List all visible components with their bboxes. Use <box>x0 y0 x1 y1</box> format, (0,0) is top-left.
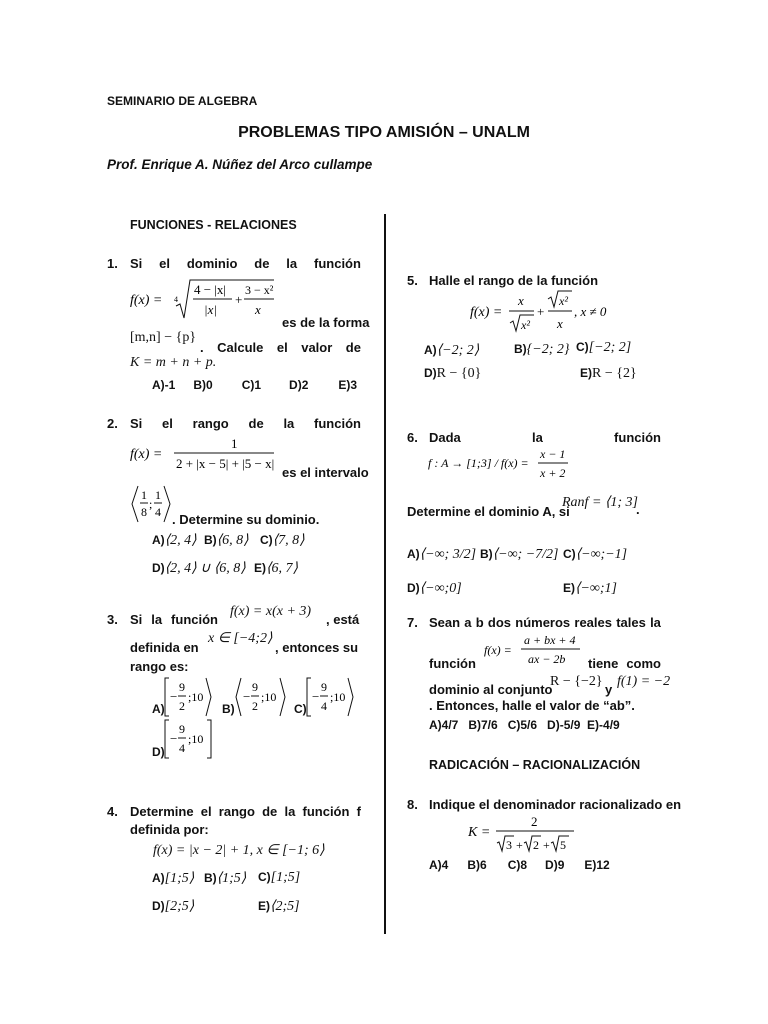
word: la <box>532 430 543 445</box>
problem-6-determine: Determine el dominio A, si <box>407 504 570 519</box>
svg-text:+: + <box>543 838 550 852</box>
svg-text:4: 4 <box>174 295 178 304</box>
problem-6-line1 <box>429 430 661 445</box>
svg-text:x + 2: x + 2 <box>540 466 566 480</box>
problem-7-options: A)4/7 B)7/6 C)5/6 D)-5/9 E)-4/9 <box>429 718 620 732</box>
word: a <box>464 615 472 630</box>
problem-3-option-c-value <box>304 676 360 718</box>
problem-3-option-a-value <box>162 676 214 718</box>
word: Si <box>130 612 143 627</box>
problem-3-option-d-value <box>162 718 216 760</box>
word: Sean <box>429 615 461 630</box>
word: Dada <box>429 430 461 445</box>
svg-text:8: 8 <box>141 505 147 519</box>
svg-text:3 − x²: 3 − x² <box>245 283 274 297</box>
svg-text:f(x) =: f(x) = <box>470 305 503 320</box>
problem-3-option-c: C) <box>294 702 307 716</box>
problem-5-text: Halle el rango de la función <box>429 273 599 288</box>
word: valor <box>301 340 333 355</box>
svg-text:9: 9 <box>179 680 185 694</box>
word: función <box>314 416 361 431</box>
svg-text:+: + <box>537 304 545 319</box>
word: Calcule <box>217 340 264 355</box>
svg-text:f(x) =: f(x) = <box>484 643 512 657</box>
problem-1-calc <box>200 340 361 355</box>
svg-text:−: − <box>312 689 320 704</box>
word: función <box>614 430 661 445</box>
problem-7-formula <box>484 632 584 668</box>
option-c: C)8 <box>507 858 528 872</box>
problem-6-period: . <box>636 502 640 517</box>
problem-5-formula <box>468 290 618 336</box>
problem-7-funcion: función <box>429 656 476 671</box>
svg-text:9: 9 <box>179 722 185 736</box>
word: rango <box>218 804 255 819</box>
svg-text:2 + |x − 5| + |5 − x|: 2 + |x − 5| + |5 − x| <box>176 456 275 471</box>
option-a: A)4 <box>429 858 449 872</box>
word: función <box>171 612 218 627</box>
problem-4-line1 <box>130 804 361 819</box>
word: la <box>650 615 661 630</box>
problem-3-rango: rango es: <box>130 659 189 674</box>
problem-3-entonces: , entonces su <box>275 640 359 655</box>
problem-5-option-c: C)[−2; 2] <box>576 340 632 355</box>
problem-1-formula <box>128 276 278 324</box>
problem-6-number: 6. <box>407 430 418 445</box>
word: números <box>515 615 571 630</box>
problem-5-option-e: E)R − {2} <box>580 366 637 381</box>
word: Si <box>130 416 143 431</box>
svg-text:−: − <box>243 689 251 704</box>
problem-6-formula <box>428 446 578 484</box>
column-divider <box>384 214 386 934</box>
problem-8-text: Indique el denominador racionalizado en <box>429 797 682 812</box>
svg-text:x: x <box>518 293 524 308</box>
word: b <box>475 615 484 630</box>
svg-text:;: ; <box>149 497 153 511</box>
problem-3-esta: , está <box>326 612 360 627</box>
problem-3-definida: definida en <box>130 640 199 655</box>
word: la <box>284 804 296 819</box>
svg-text:K =: K = <box>468 825 491 840</box>
problem-4-option-a: A)[1;5⟩ <box>152 871 195 886</box>
svg-text:x − 1: x − 1 <box>540 447 566 461</box>
problem-2-determine: . Determine su dominio. <box>172 512 320 527</box>
svg-text:2: 2 <box>531 814 538 829</box>
word: Determine <box>130 804 194 819</box>
word: de <box>262 804 278 819</box>
option-b: B)0 <box>193 378 213 392</box>
problem-4-option-e: E)⟨2;5] <box>258 899 300 914</box>
word: f <box>356 804 361 819</box>
problem-5-option-d: D)R − {0} <box>424 366 482 381</box>
problem-2-option-b: B)⟨6, 8⟩ <box>204 533 249 548</box>
svg-text:−: − <box>170 689 178 704</box>
word: de <box>248 416 264 431</box>
problem-6-option-d: D)⟨−∞;0] <box>407 581 462 596</box>
word: dos <box>487 615 512 630</box>
problem-7-y: y <box>605 682 613 697</box>
svg-text:x²: x² <box>521 318 530 332</box>
problem-1-number: 1. <box>107 256 118 271</box>
problem-2-line1 <box>130 416 361 431</box>
problem-8-options <box>429 858 610 872</box>
svg-text:|x|: |x| <box>204 302 217 317</box>
problem-7-tiene <box>588 656 661 671</box>
problem-2-option-a: A)⟨2, 4⟩ <box>152 533 197 548</box>
problem-2-formula <box>128 434 278 474</box>
problem-4-formula: f(x) = |x − 2| + 1, x ∈ [−1; 6⟩ <box>153 843 325 858</box>
word: función <box>302 804 350 819</box>
svg-text:f : A → [1;3] / f(x) =: f : A → [1;3] / f(x) = <box>428 456 529 470</box>
problem-4-option-b: B)⟨1;5⟩ <box>204 871 247 886</box>
svg-text:9: 9 <box>321 680 327 694</box>
svg-text:x: x <box>255 302 261 317</box>
svg-text:;10: ;10 <box>188 732 204 746</box>
problem-1-k: K = m + n + p. <box>130 355 217 370</box>
problem-7-number: 7. <box>407 615 418 630</box>
problem-5-number: 5. <box>407 273 418 288</box>
word: como <box>626 656 661 671</box>
problem-6-option-c: C)⟨−∞;−1] <box>563 547 628 562</box>
problem-3-option-d: D) <box>152 745 165 759</box>
problem-7-set: R − {−2} <box>550 674 603 689</box>
option-e: E)3 <box>338 378 358 392</box>
problem-6-option-a: A)⟨−∞; 3/2] <box>407 547 477 562</box>
svg-text:x: x <box>557 316 563 331</box>
seminar-label: SEMINARIO DE ALGEBRA <box>107 94 258 108</box>
problem-1-line1 <box>130 256 361 271</box>
problem-1-form: es de la forma <box>282 315 370 330</box>
problem-7-dominio: dominio al conjunto <box>429 682 553 697</box>
svg-text:+: + <box>235 292 243 307</box>
svg-text:9: 9 <box>252 680 258 694</box>
svg-text:2: 2 <box>252 699 258 713</box>
problem-6-option-b: B)⟨−∞; −7/2] <box>480 547 559 562</box>
problem-6-ranf: Ranf = ⟨1; 3] <box>562 495 638 510</box>
problem-2-number: 2. <box>107 416 118 431</box>
svg-text:+: + <box>516 838 523 852</box>
word: de <box>254 256 270 271</box>
problem-1-options <box>152 378 357 392</box>
svg-text:1: 1 <box>231 436 238 451</box>
problem-3-option-a: A) <box>152 702 165 716</box>
word: tales <box>616 615 646 630</box>
word: el <box>159 256 170 271</box>
problem-2-option-e: E)⟨6, 7⟩ <box>254 561 298 576</box>
problem-4-option-d: D)[2;5⟩ <box>152 899 195 914</box>
problem-3-option-b-value <box>234 676 290 718</box>
problem-5-option-a: A)⟨−2; 2⟩ <box>424 343 480 358</box>
problem-2-interval-text: es el intervalo <box>282 465 369 480</box>
svg-text:;10: ;10 <box>188 690 204 704</box>
word: dominio <box>186 256 238 271</box>
word: tiene <box>588 656 619 671</box>
author-line: Prof. Enrique A. Núñez del Arco cullampe <box>107 157 373 172</box>
option-c: C)1 <box>241 378 262 392</box>
problem-5-option-b: B){−2; 2} <box>514 342 570 357</box>
problem-7-entonces: . Entonces, halle el valor de “ab”. <box>429 698 635 713</box>
problem-1-interval: [m,n] − {p} <box>130 330 197 345</box>
problem-3-number: 3. <box>107 612 118 627</box>
option-d: D)9 <box>545 858 565 872</box>
svg-text:4: 4 <box>155 505 161 519</box>
svg-text:4: 4 <box>179 741 185 755</box>
svg-text:−: − <box>170 731 178 746</box>
problem-3-domain: x ∈ [−4;2⟩ <box>208 631 273 646</box>
svg-text:x²: x² <box>559 294 568 308</box>
word: de <box>345 340 361 355</box>
svg-text:1: 1 <box>141 488 147 502</box>
problem-6-option-e: E)⟨−∞;1] <box>563 581 617 596</box>
svg-text:;10: ;10 <box>261 690 277 704</box>
word: . <box>200 340 204 355</box>
problem-4-option-c: C)[1;5] <box>258 870 301 885</box>
svg-text:f(x) =: f(x) = <box>130 293 163 308</box>
page-title: PROBLEMAS TIPO AMISIÓN – UNALM <box>238 124 530 141</box>
word: reales <box>574 615 612 630</box>
svg-text:f(x) =: f(x) = <box>130 447 163 462</box>
svg-text:a + bx + 4: a + bx + 4 <box>524 633 576 647</box>
option-d: D)2 <box>289 378 309 392</box>
option-a: A)-1 <box>152 378 176 392</box>
problem-3-option-b: B) <box>222 702 235 716</box>
problem-3-line1a <box>130 612 218 627</box>
problem-8-formula <box>468 812 588 854</box>
problem-3-formula: f(x) = x(x + 3) <box>230 604 312 619</box>
section-radication: RADICACIÓN – RACIONALIZACIÓN <box>429 758 641 772</box>
problem-2-option-d: D)⟨2, 4⟩ ∪ ⟨6, 8⟩ <box>152 561 246 576</box>
svg-text:4 − |x|: 4 − |x| <box>194 282 227 297</box>
word: rango <box>192 416 229 431</box>
svg-text:4: 4 <box>321 699 327 713</box>
problem-8-number: 8. <box>407 797 418 812</box>
problem-4-number: 4. <box>107 804 118 819</box>
svg-text:2: 2 <box>533 838 539 852</box>
word: el <box>276 340 288 355</box>
word: la <box>151 612 163 627</box>
problem-7-cond: f(1) = −2 <box>617 674 671 689</box>
word: el <box>162 416 173 431</box>
word: función <box>314 256 361 271</box>
svg-text:;10: ;10 <box>330 690 346 704</box>
problem-2-option-c: C)⟨7, 8⟩ <box>260 533 305 548</box>
section-functions: FUNCIONES - RELACIONES <box>130 218 297 232</box>
option-b: B)6 <box>467 858 487 872</box>
svg-text:5: 5 <box>560 838 566 852</box>
word: el <box>200 804 212 819</box>
svg-text:, x ≠ 0: , x ≠ 0 <box>574 304 607 319</box>
svg-text:2: 2 <box>179 699 185 713</box>
svg-text:1: 1 <box>155 488 161 502</box>
problem-2-interval <box>130 484 172 524</box>
word: Si <box>130 256 143 271</box>
word: la <box>286 256 298 271</box>
svg-text:ax − 2b: ax − 2b <box>528 652 566 666</box>
option-e: E)12 <box>584 858 610 872</box>
word: la <box>283 416 295 431</box>
svg-text:3: 3 <box>506 838 512 852</box>
problem-7-line1 <box>429 615 661 630</box>
problem-4-line2: definida por: <box>130 822 209 837</box>
